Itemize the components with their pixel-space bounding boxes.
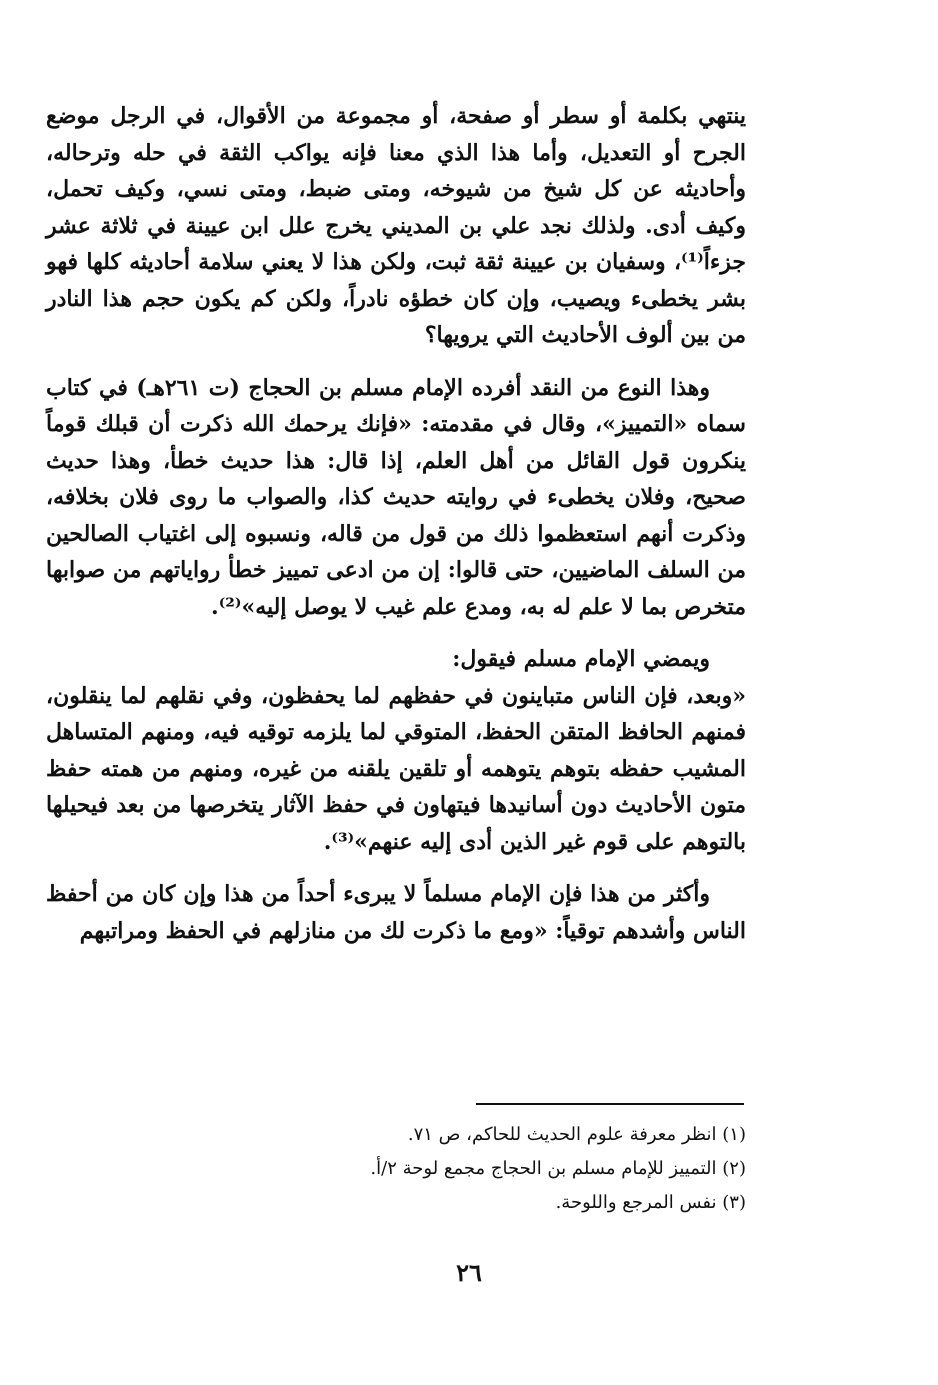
paragraph-1: ينتهي بكلمة أو سطر أو صفحة، أو مجموعة من الأقوال، في الرجل موضع الجرح أو التعديل، وأما هذا الذي معنا فإنه يواكب الثقة في حله وترحاله، وأحاديثه عن كل شيخ من شيوخه، ومتى ضبط، ومتى نسي، وكيف تحمل، وكيف أدى. ولذلك نجد علي بن المديني يخرج علل ابن عيينة في ثلاثة عشر جزءاً⁽¹⁾، وسفيان بن عيينة ثقة ثبت، ولكن هذا لا يعني سلامة أحاديثه كلها فهو بشر يخطىء ويصيب، وإن كان خطؤه نادراً، ولكن كم يكون حجم هذا النادر من بين ألوف الأحاديث التي يرويها؟ [46, 103, 746, 348]
main-text [46, 98, 746, 949]
footnote-3: (٣) نفس المرجع واللوحة. [555, 1192, 746, 1213]
paragraph-3-heading: ويمضي الإمام مسلم فيقول: [452, 646, 710, 672]
footnotes [300, 1118, 746, 1220]
paragraph-5: وأكثر من هذا فإن الإمام مسلماً لا يبرىء أحداً من هذا وإن كان من أحفظ الناس وأشدهم توقياً: «ومع ما ذكرت لك من منازلهم في الحفظ ومراتبهم [46, 881, 746, 944]
paragraph-2: وهذا النوع من النقد أفرده الإمام مسلم بن الحجاج (ت ٢٦١هـ) في كتاب سماه «التمييز»، وقال في مقدمته: «فإنك يرحمك الله ذكرت أن قبلك قوماً ينكرون قول القائل من أهل العلم، إذا قال: هذا حديث خطأ، وهذا حديث صحيح، وفلان يخطىء في روايته حديث كذا، والصواب ما روى فلان بخلافه، وذكرت أنهم استعظموا ذلك من قول من قاله، ونسبوه إلى اغتياب الصالحين من السلف الماضيين، حتى قالوا: إن من ادعى تمييز خطأ رواياتهم من صوابها متخرص بما لا علم له به، ومدع علم غيب لا يوصل إليه»⁽²⁾. [46, 374, 746, 620]
footnote-1: (١) انظر معرفة علوم الحديث للحاكم، ص ٧١. [407, 1124, 746, 1145]
footnote-2: (٢) التمييز للإمام مسلم بن الحجاج مجمع لوحة ٢/أ. [370, 1158, 746, 1179]
paragraph-4-quote: «وبعد، فإن الناس متباينون في حفظهم لما يحفظون، وفي نقلهم لما ينقلون، فمنهم الحافظ المتقن الحفظ، المتوقي لما يلزمه توقيه فيه، ومنهم المتساهل المشيب حفظه بتوهم يتوهمه أو تلقين يلقنه من غيره، ومنهم من همته حفظ متون الأحاديث دون أسانيدها فيتهاون في حفظ الآثار يتخرصها من بعد فيحيلها بالتوهم على قوم غير الذين أدى إليه عنهم»⁽³⁾. [46, 682, 746, 855]
footnote-separator [476, 1103, 744, 1105]
page-number: ٢٦ [456, 1258, 482, 1287]
